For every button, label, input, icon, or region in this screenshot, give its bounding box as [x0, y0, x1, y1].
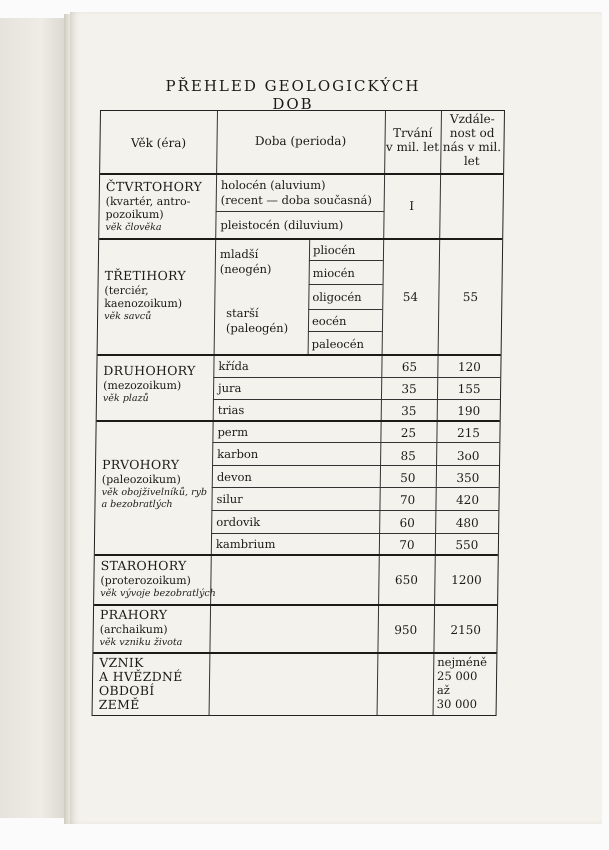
period-ordovik: ordovik [216, 515, 261, 529]
header-duration-2: v mil. let [385, 140, 440, 154]
duration-jura: 35 [401, 382, 417, 396]
era-starohory: STAROHORY [100, 558, 187, 573]
vznik-line-2: A HVĚZDNÉ [98, 669, 183, 684]
duration-prahory: 950 [394, 623, 418, 637]
era-druhohory-sub: (mezozoikum) [103, 379, 182, 392]
distance-devon: 350 [456, 471, 480, 485]
distance-krida: 120 [457, 360, 481, 374]
era-prvohory: PRVOHORY [101, 457, 180, 472]
era-ctvrtohory-age: věk člověka [105, 222, 162, 233]
younger-label-2: (neogén) [219, 262, 272, 276]
era-prahory: PRAHORY [99, 607, 168, 622]
distance-tretihory: 55 [462, 290, 479, 304]
header-distance-3: nás v mil. [442, 140, 502, 154]
epoch-eocen: eocén [311, 314, 347, 328]
vznik-line-1: VZNIK [99, 655, 144, 670]
distance-starohory: 1200 [451, 573, 482, 587]
period-recent: (recent — doba současná) [220, 193, 373, 207]
older-label-2: (paleogén) [225, 321, 289, 335]
page-title: PŘEHLED GEOLOGICKÝCH DOB [165, 77, 421, 113]
era-ctvrtohory-sub-1: (kvartér, antro- [105, 195, 191, 208]
duration-karbon: 85 [400, 449, 416, 463]
era-starohory-age: věk vývoje bezobratlých [100, 588, 216, 599]
vznik-line-3: OBDOBÍ [98, 683, 155, 698]
era-prahory-sub: (archaikum) [99, 623, 168, 636]
duration-ctvrtohory: I [409, 199, 415, 213]
era-prahory-age: věk vzniku života [99, 637, 183, 648]
vznik-distance-4: 30 000 [436, 697, 478, 711]
era-prvohory-age-2: a bezobratlých [101, 499, 173, 510]
distance-trias: 190 [457, 404, 481, 418]
distance-jura: 155 [457, 382, 481, 396]
header-duration-1: Trvání [392, 126, 433, 140]
duration-perm: 25 [400, 426, 417, 440]
header-distance-4: let [463, 154, 480, 168]
geology-table [92, 110, 505, 716]
older-label-1: starší [226, 306, 259, 320]
era-starohory-sub: (proterozoikum) [100, 574, 191, 587]
era-tretihory-age: věk savců [104, 311, 152, 322]
duration-trias: 35 [401, 404, 417, 418]
era-prvohory-sub: (paleozoikum) [101, 473, 181, 486]
era-prvohory-age-1: věk obojživelníků, ryb [101, 487, 208, 498]
duration-kambrium: 70 [399, 538, 415, 552]
era-tretihory-sub-1: (terciér, [104, 284, 149, 297]
vznik-distance-1: nejméně [437, 655, 488, 669]
distance-kambrium: 550 [455, 538, 479, 552]
left-page-edge [0, 18, 68, 818]
distance-silur: 420 [456, 493, 480, 507]
vznik-distance-2: 25 000 [436, 669, 478, 683]
header-distance-2: nost od [449, 126, 495, 140]
period-perm: perm [217, 425, 249, 439]
vznik-distance-3: až [436, 683, 450, 697]
vznik-line-4: ZEMĚ [98, 697, 140, 712]
duration-starohory: 650 [394, 573, 418, 587]
period-pleistocen: pleistocén (diluvium) [220, 218, 344, 232]
epoch-miocen: miocén [312, 266, 355, 280]
era-druhohory-age: věk plazů [102, 393, 149, 404]
period-silur: silur [216, 492, 243, 506]
younger-label-1: mladší [219, 247, 259, 261]
period-devon: devon [216, 470, 252, 484]
epoch-oligocen: oligocén [312, 290, 362, 304]
duration-tretihory: 54 [402, 290, 419, 304]
epoch-paleocen: paleocén [311, 337, 365, 351]
duration-krida: 65 [401, 360, 418, 374]
distance-ordovik: 480 [455, 516, 479, 530]
distance-karbon: 3o0 [456, 449, 480, 463]
epoch-pliocen: pliocén [312, 243, 356, 257]
period-krida: křída [218, 359, 249, 373]
duration-silur: 70 [399, 493, 416, 507]
era-druhohory: DRUHOHORY [103, 363, 196, 378]
header-era: Věk (éra) [130, 136, 187, 150]
distance-perm: 215 [456, 426, 481, 440]
header-period: Doba (perioda) [254, 134, 347, 148]
duration-devon: 50 [400, 471, 416, 485]
duration-ordovik: 60 [399, 516, 415, 530]
period-jura: jura [218, 381, 242, 395]
era-ctvrtohory-sub-2: pozoikum) [105, 208, 164, 221]
period-kambrium: kambrium [215, 537, 276, 551]
header-distance-1: Vzdále- [449, 112, 495, 126]
distance-prahory: 2150 [450, 623, 482, 637]
era-ctvrtohory: ČTVRTOHORY [105, 179, 203, 194]
period-trias: trias [217, 403, 245, 417]
era-tretihory-sub-2: kaenozoikum) [104, 297, 183, 310]
period-holocen: holocén (aluvium) [220, 178, 326, 192]
period-karbon: karbon [217, 447, 259, 461]
era-tretihory: TŘETIHORY [104, 268, 187, 283]
